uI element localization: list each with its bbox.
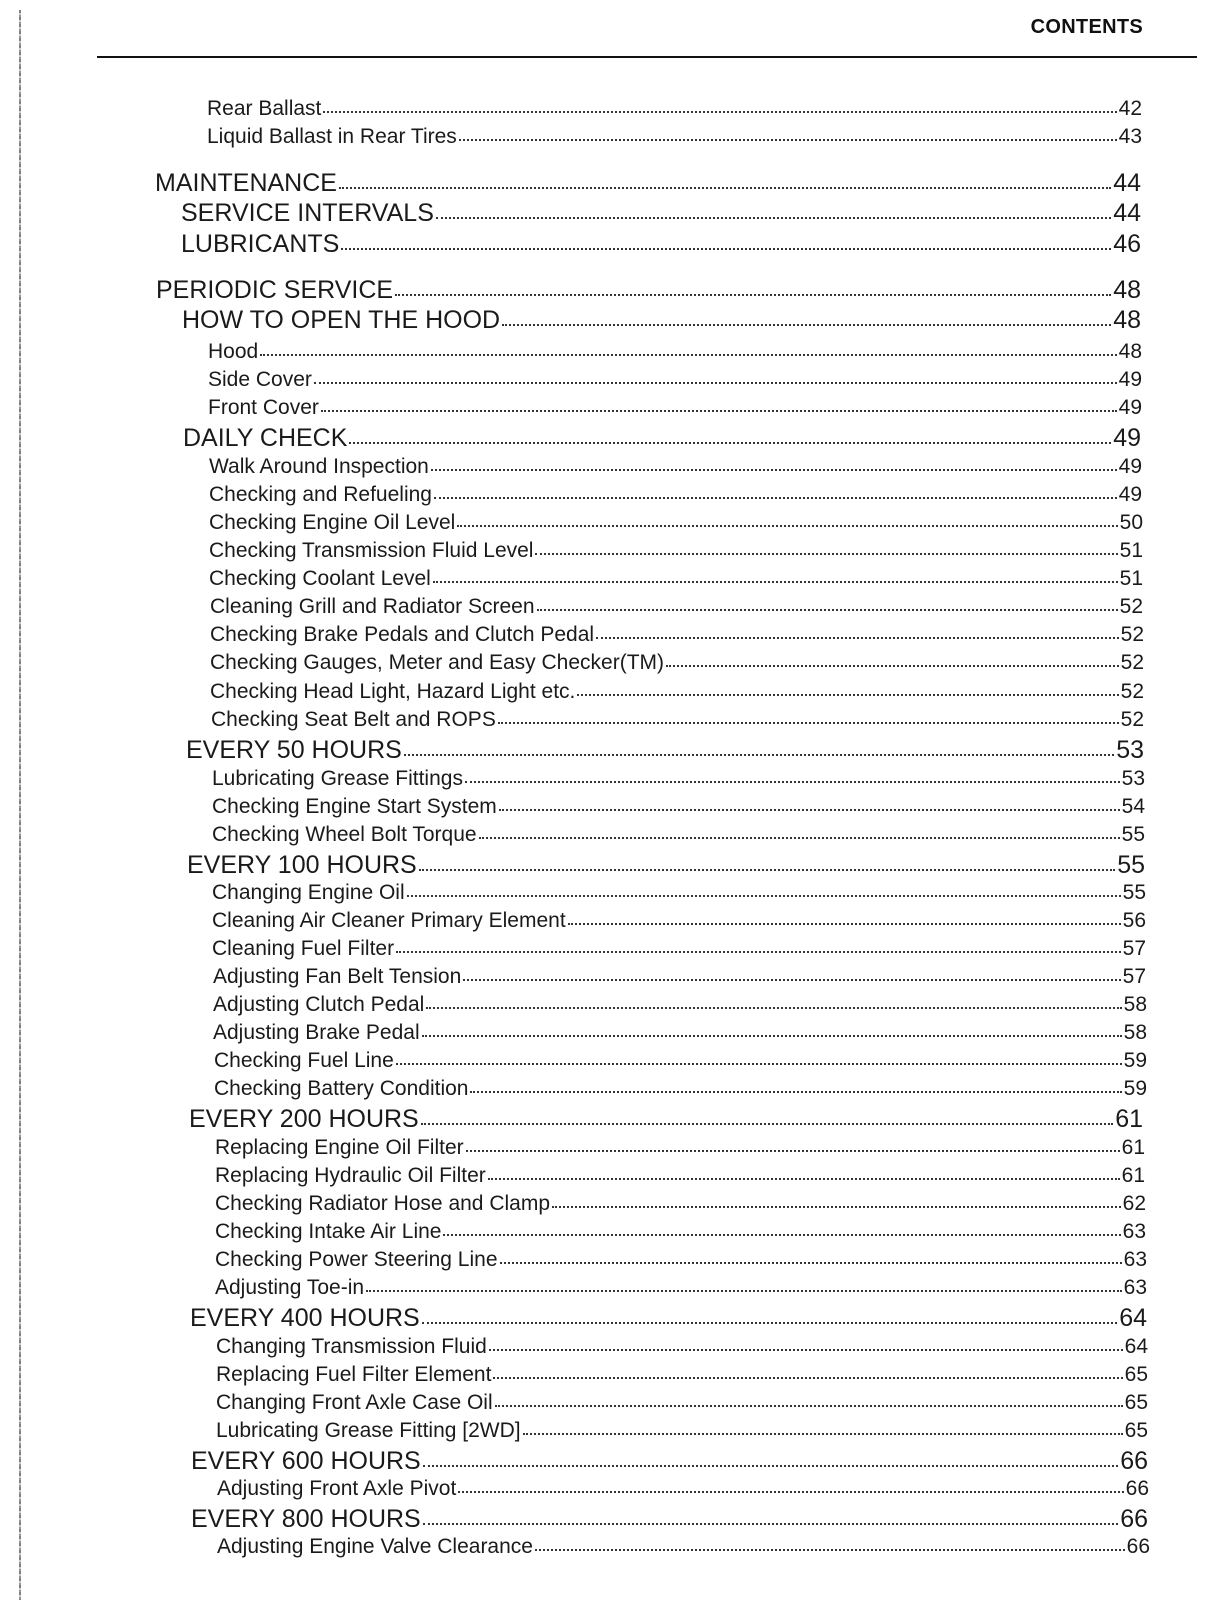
toc-section-heading[interactable] xyxy=(191,1444,1148,1476)
toc-page-number: 50 xyxy=(1119,511,1143,534)
toc-entry[interactable] xyxy=(212,934,1146,961)
toc-entry[interactable] xyxy=(212,878,1146,905)
toc-entry-label: EVERY 600 HOURS xyxy=(191,1447,421,1475)
dot-leader xyxy=(422,1018,1122,1039)
toc-entry[interactable] xyxy=(209,564,1143,591)
dot-leader xyxy=(421,1102,1113,1127)
toc-entry[interactable] xyxy=(210,620,1144,647)
toc-entry-label: Checking Radiator Hose and Clamp xyxy=(215,1192,551,1215)
toc-entry-label: Side Cover xyxy=(208,368,312,391)
toc-entry[interactable] xyxy=(212,764,1145,791)
dot-leader xyxy=(479,820,1120,841)
toc-entry-label: Adjusting Front Axle Pivot xyxy=(217,1477,457,1500)
toc-entry[interactable] xyxy=(213,990,1147,1017)
toc-page-number: 59 xyxy=(1123,1077,1147,1100)
toc-page-number: 53 xyxy=(1121,767,1145,790)
toc-page-number: 44 xyxy=(1113,169,1141,197)
header-rule-divider xyxy=(97,56,1197,58)
toc-page-number: 57 xyxy=(1122,965,1146,988)
toc-entry-label: Checking Engine Start System xyxy=(212,795,497,818)
toc-page-number: 63 xyxy=(1123,1248,1147,1271)
toc-page-number: 59 xyxy=(1123,1049,1147,1072)
toc-page-number: 62 xyxy=(1122,1192,1146,1215)
toc-entry-label: LUBRICANTS xyxy=(181,230,340,258)
toc-section-heading[interactable] xyxy=(186,733,1144,765)
toc-entry[interactable] xyxy=(216,1388,1148,1415)
toc-page-number: 65 xyxy=(1124,1363,1148,1386)
toc-entry-label: EVERY 400 HOURS xyxy=(190,1304,420,1332)
toc-entry-label: EVERY 50 HOURS xyxy=(186,736,402,764)
toc-entry[interactable] xyxy=(210,677,1144,704)
running-header-title: CONTENTS xyxy=(1030,16,1143,38)
toc-entry-label: Checking and Refueling xyxy=(209,483,432,506)
toc-entry-label: Adjusting Toe-in xyxy=(215,1276,365,1299)
dot-leader xyxy=(489,1332,1123,1353)
dot-leader xyxy=(422,1301,1117,1326)
toc-page-number: 55 xyxy=(1121,823,1145,846)
toc-entry-label: Checking Intake Air Line xyxy=(215,1220,442,1243)
toc-page-number: 58 xyxy=(1123,1021,1147,1044)
dot-leader xyxy=(465,764,1120,785)
toc-page-number: 51 xyxy=(1119,567,1143,590)
dot-leader xyxy=(470,1074,1121,1095)
toc-section-heading[interactable] xyxy=(181,227,1141,259)
dot-leader xyxy=(433,564,1118,585)
toc-entry[interactable] xyxy=(209,536,1143,563)
toc-entry-label: Checking Battery Condition xyxy=(214,1077,469,1100)
dot-leader xyxy=(500,1245,1122,1266)
toc-page-number: 64 xyxy=(1124,1335,1148,1358)
toc-entry-label: Checking Wheel Bolt Torque xyxy=(212,823,477,846)
toc-entry[interactable] xyxy=(209,480,1142,507)
toc-page-number: 66 xyxy=(1120,1447,1148,1475)
toc-entry[interactable] xyxy=(208,393,1142,420)
toc-page-number: 49 xyxy=(1118,483,1142,506)
toc-page-number: 56 xyxy=(1122,909,1146,932)
toc-entry[interactable] xyxy=(215,1245,1147,1272)
toc-page-number: 48 xyxy=(1118,340,1142,363)
dot-leader xyxy=(396,934,1121,955)
dot-leader xyxy=(407,878,1121,899)
toc-entry-label: Replacing Hydraulic Oil Filter xyxy=(215,1164,486,1187)
toc-page-number: 52 xyxy=(1120,680,1144,703)
toc-entry-label: Changing Engine Oil xyxy=(212,881,405,904)
dot-leader xyxy=(466,1133,1120,1154)
toc-entry[interactable] xyxy=(215,1273,1147,1300)
toc-entry-label: Hood xyxy=(208,340,259,363)
toc-entry-label: Cleaning Air Cleaner Primary Element xyxy=(212,909,566,932)
toc-page-number: 63 xyxy=(1123,1276,1147,1299)
toc-page-number: 51 xyxy=(1119,539,1143,562)
toc-entry-label: Checking Gauges, Meter and Easy Checker(TM) xyxy=(210,651,665,674)
dot-leader xyxy=(502,303,1111,328)
toc-entry[interactable] xyxy=(211,705,1144,732)
toc-entry-label: Cleaning Fuel Filter xyxy=(212,937,395,960)
toc-entry[interactable] xyxy=(213,1018,1147,1045)
toc-entry-label: Liquid Ballast in Rear Tires xyxy=(207,125,457,148)
toc-entry-label: Changing Front Axle Case Oil xyxy=(216,1391,493,1414)
toc-entry[interactable] xyxy=(207,94,1142,121)
dot-leader xyxy=(523,1416,1123,1437)
toc-page-number: 61 xyxy=(1115,1105,1143,1133)
toc-section-heading[interactable] xyxy=(190,1301,1147,1333)
dot-leader xyxy=(577,677,1118,698)
dot-leader xyxy=(443,1217,1120,1238)
toc-entry-label: Front Cover xyxy=(208,396,319,419)
toc-page-number: 44 xyxy=(1113,199,1141,227)
dot-leader xyxy=(431,452,1117,473)
dot-leader xyxy=(552,1189,1121,1210)
toc-entry-label: Checking Head Light, Hazard Light etc. xyxy=(210,680,576,703)
dot-leader xyxy=(404,733,1114,758)
toc-entry-label: Adjusting Engine Valve Clearance xyxy=(217,1535,533,1558)
toc-entry-label: Checking Coolant Level xyxy=(209,567,431,590)
toc-entry-label: Checking Seat Belt and ROPS xyxy=(211,708,496,731)
toc-entry[interactable] xyxy=(210,648,1144,675)
dot-leader xyxy=(436,196,1111,221)
toc-page-number: 43 xyxy=(1118,125,1142,148)
toc-page-number: 58 xyxy=(1123,993,1147,1016)
toc-entry[interactable] xyxy=(214,1046,1147,1073)
toc-entry[interactable] xyxy=(212,792,1145,819)
toc-entry-label: EVERY 800 HOURS xyxy=(191,1505,421,1533)
page-binding-edge xyxy=(19,10,21,1600)
dot-leader xyxy=(366,1273,1122,1294)
toc-page-number: 53 xyxy=(1116,736,1144,764)
dot-leader xyxy=(499,792,1120,813)
toc-entry-label: Lubricating Grease Fitting [2WD] xyxy=(216,1419,521,1442)
toc-section-heading[interactable] xyxy=(183,421,1141,453)
toc-page-number: 55 xyxy=(1117,851,1145,879)
toc-entry[interactable] xyxy=(213,962,1146,989)
toc-entry[interactable] xyxy=(217,1532,1150,1559)
dot-leader xyxy=(488,1161,1120,1182)
toc-section-heading[interactable] xyxy=(189,1102,1143,1134)
dot-leader xyxy=(596,620,1119,641)
toc-page-number: 65 xyxy=(1124,1419,1148,1442)
dot-leader xyxy=(537,592,1118,613)
toc-page-number: 66 xyxy=(1120,1505,1148,1533)
toc-page-number: 48 xyxy=(1113,276,1141,304)
toc-entry-label: Lubricating Grease Fittings xyxy=(212,767,463,790)
dot-leader xyxy=(434,480,1117,501)
toc-entry-label: DAILY CHECK xyxy=(183,424,348,452)
toc-page-number: 52 xyxy=(1120,651,1144,674)
toc-section-heading[interactable] xyxy=(191,1502,1148,1534)
dot-leader xyxy=(459,122,1117,143)
dot-leader xyxy=(457,508,1117,529)
toc-section-heading[interactable] xyxy=(181,196,1141,228)
toc-page-number: 49 xyxy=(1118,368,1142,391)
toc-page-number: 52 xyxy=(1120,623,1144,646)
toc-entry[interactable] xyxy=(216,1332,1148,1359)
dot-leader xyxy=(458,1474,1123,1495)
toc-page-number: 42 xyxy=(1118,97,1142,120)
toc-entry-label: Rear Ballast xyxy=(207,97,322,120)
dot-leader xyxy=(395,273,1111,298)
dot-leader xyxy=(314,365,1117,386)
toc-section-heading[interactable] xyxy=(155,166,1141,198)
toc-entry-label: Adjusting Fan Belt Tension xyxy=(213,965,462,988)
toc-page-number: 66 xyxy=(1126,1535,1150,1558)
dot-leader xyxy=(341,227,1111,252)
toc-page-number: 63 xyxy=(1122,1220,1146,1243)
toc-entry-label: Adjusting Brake Pedal xyxy=(213,1021,420,1044)
toc-entry-label: Checking Engine Oil Level xyxy=(209,511,456,534)
toc-page-number: 49 xyxy=(1118,455,1142,478)
toc-page-number: 64 xyxy=(1119,1304,1147,1332)
dot-leader xyxy=(493,1360,1122,1381)
toc-page-number: 57 xyxy=(1122,937,1146,960)
toc-entry-label: Changing Transmission Fluid xyxy=(216,1335,487,1358)
toc-entry[interactable] xyxy=(208,365,1142,392)
dot-leader xyxy=(339,166,1111,191)
toc-page-number: 66 xyxy=(1125,1477,1149,1500)
toc-entry-label: Replacing Engine Oil Filter xyxy=(215,1136,464,1159)
dot-leader xyxy=(463,962,1120,983)
toc-entry[interactable] xyxy=(215,1189,1146,1216)
toc-entry-label: Cleaning Grill and Radiator Screen xyxy=(210,595,535,618)
toc-entry-label: SERVICE INTERVALS xyxy=(181,199,434,227)
toc-entry[interactable] xyxy=(215,1133,1145,1160)
toc-entry-label: Checking Transmission Fluid Level xyxy=(209,539,534,562)
toc-section-heading[interactable] xyxy=(182,303,1141,335)
toc-section-heading[interactable] xyxy=(187,848,1145,880)
toc-page-number: 52 xyxy=(1120,708,1144,731)
dot-leader xyxy=(495,1388,1123,1409)
toc-entry-label: EVERY 100 HOURS xyxy=(187,851,417,879)
toc-page-number: 48 xyxy=(1113,306,1141,334)
toc-entry[interactable] xyxy=(207,122,1142,149)
dot-leader xyxy=(666,648,1119,669)
toc-page-number: 49 xyxy=(1113,424,1141,452)
dot-leader xyxy=(419,848,1115,873)
toc-page-number: 52 xyxy=(1119,595,1143,618)
toc-entry[interactable] xyxy=(210,592,1143,619)
dot-leader xyxy=(535,1532,1125,1553)
toc-entry[interactable] xyxy=(217,1474,1149,1501)
toc-entry[interactable] xyxy=(215,1217,1146,1244)
dot-leader xyxy=(349,421,1111,446)
dot-leader xyxy=(321,393,1117,414)
dot-leader xyxy=(260,337,1116,358)
toc-entry-label: MAINTENANCE xyxy=(155,169,337,197)
dot-leader xyxy=(423,1502,1118,1527)
toc-page-number: 46 xyxy=(1113,230,1141,258)
toc-entry[interactable] xyxy=(209,508,1143,535)
toc-entry-label: Checking Brake Pedals and Clutch Pedal xyxy=(210,623,595,646)
dot-leader xyxy=(423,1444,1118,1469)
toc-entry-label: Replacing Fuel Filter Element xyxy=(216,1363,492,1386)
toc-entry-label: HOW TO OPEN THE HOOD xyxy=(182,306,501,334)
toc-entry-label: EVERY 200 HOURS xyxy=(189,1105,419,1133)
toc-entry[interactable] xyxy=(209,452,1142,479)
toc-entry[interactable] xyxy=(216,1360,1148,1387)
dot-leader xyxy=(426,990,1121,1011)
toc-entry-label: Adjusting Clutch Pedal xyxy=(213,993,425,1016)
toc-entry[interactable] xyxy=(216,1416,1148,1443)
toc-page-number: 61 xyxy=(1121,1136,1145,1159)
toc-entry[interactable] xyxy=(212,820,1145,847)
toc-entry-label: Checking Fuel Line xyxy=(214,1049,394,1072)
toc-page-number: 65 xyxy=(1124,1391,1148,1414)
toc-entry[interactable] xyxy=(208,337,1142,364)
dot-leader xyxy=(535,536,1117,557)
toc-entry[interactable] xyxy=(214,1074,1147,1101)
toc-page-number: 55 xyxy=(1122,881,1146,904)
toc-section-heading[interactable] xyxy=(156,273,1141,305)
toc-page-number: 61 xyxy=(1121,1164,1145,1187)
dot-leader xyxy=(568,906,1121,927)
toc-page-number: 49 xyxy=(1118,396,1142,419)
toc-entry[interactable] xyxy=(215,1161,1145,1188)
toc-page-number: 54 xyxy=(1121,795,1145,818)
dot-leader xyxy=(323,94,1116,115)
toc-entry[interactable] xyxy=(212,906,1146,933)
toc-entry-label: PERIODIC SERVICE xyxy=(156,276,394,304)
dot-leader xyxy=(396,1046,1122,1067)
toc-entry-label: Checking Power Steering Line xyxy=(215,1248,498,1271)
dot-leader xyxy=(498,705,1119,726)
toc-entry-label: Walk Around Inspection xyxy=(209,455,429,478)
